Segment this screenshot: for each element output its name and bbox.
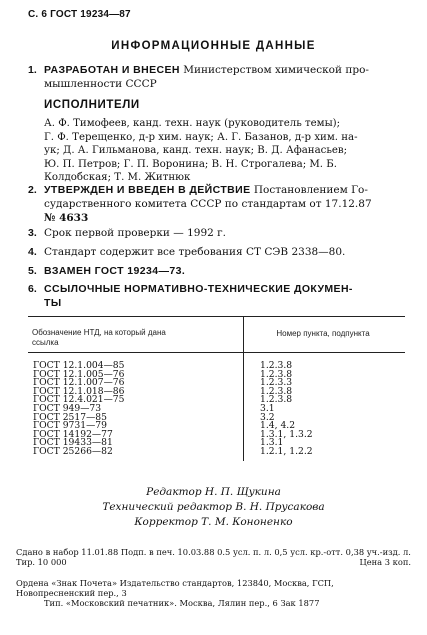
table-cell-document: ГОСТ 2517—85 (33, 411, 107, 423)
section-6-heading-line2: ТЫ (44, 297, 62, 309)
table-cell-document: ГОСТ 9731—79 (33, 420, 107, 432)
credits-proofreader: Корректор Т. М. Кононенко (134, 516, 293, 528)
table-header-document-line2: ссылка (32, 338, 59, 347)
table-cell-clause: 1.2.3.8 (260, 368, 293, 380)
table-cell-clause: 1.2.1, 1.2.2 (260, 446, 313, 457)
section-5-heading: ВЗАМЕН ГОСТ 19234—73. (44, 265, 186, 277)
table-cell-clause: 1.3.1, 1.3.2 (260, 428, 313, 440)
printer-line-1: Ордена «Знак Почета» Издательство стандартов, 123840, Москва, ГСП, Новопресненский пер., 3 (16, 578, 334, 598)
performers-line-4: Ю. П. Петров; Г. П. Воронина; В. Н. Строгалева; М. Б. (44, 158, 338, 170)
section-6-heading: ССЫЛОЧНЫЕ НОРМАТИВНО-ТЕХНИЧЕСКИЕ ДОКУМЕН- (44, 283, 353, 295)
section-2 (28, 183, 406, 225)
section-4-text: Стандарт содержит все требования СТ СЭВ 2338—80. (44, 246, 346, 258)
section-2-text: Постановлением Го- (253, 184, 368, 196)
section-6 (28, 282, 406, 310)
table-header-clause: Номер пункта, подпункта (276, 329, 370, 338)
performers-line-5: Колдобская; Т. М. Житнюк (44, 172, 191, 184)
table-column-divider (243, 317, 244, 461)
table-header-document (32, 328, 237, 348)
table-cell-clause: 1.4, 4.2 (260, 420, 296, 432)
table-cell-document: ГОСТ 19433—81 (33, 437, 113, 449)
section-6-number: 6. (28, 283, 37, 295)
table-cell-document: ГОСТ 12.1.005—76 (33, 368, 125, 380)
page-header: С. 6 ГОСТ 19234—87 (28, 9, 131, 20)
credits-editor: Редактор Н. П. Щукина (146, 486, 281, 498)
section-1-heading: РАЗРАБОТАН И ВНЕСЕН (44, 64, 180, 76)
section-2-heading: УТВЕРЖДЕН И ВВЕДЕН В ДЕЙСТВИЕ (44, 184, 251, 196)
section-1 (28, 63, 406, 91)
table-cell-document: ГОСТ 12.1.007—76 (33, 377, 125, 389)
performers-heading: ИСПОЛНИТЕЛИ (44, 99, 140, 111)
table-cell-document: ГОСТ 12.1.004—85 (33, 360, 125, 371)
page-title: ИНФОРМАЦИОННЫЕ ДАННЫЕ (111, 40, 316, 52)
table-header-row (28, 317, 405, 353)
performers-line-1: А. Ф. Тимофеев, канд. техн. наук (руководитель темы); (44, 118, 341, 129)
imprint-price: Цена 3 коп. (359, 557, 411, 567)
printer-info (16, 578, 411, 608)
table-cell-document: ГОСТ 12.4.021—75 (33, 394, 125, 406)
section-1-number: 1. (28, 64, 37, 76)
performers-list (44, 117, 406, 185)
section-2-number: 2. (28, 184, 37, 196)
table-cell-document: ГОСТ 949—73 (33, 403, 102, 414)
credits-tech-editor: Технический редактор В. Н. Прусакова (102, 501, 325, 513)
table-cell-clause: 3.1 (260, 403, 275, 414)
table-cell-clause: 1.2.3.3 (260, 377, 293, 389)
performers-line-3: ук; Д. А. Гильманова, канд. техн. наук; В. Д. Афанасьев; (44, 145, 348, 157)
table-cell-clause: 1.2.3.8 (260, 360, 293, 371)
table-cell-document: ГОСТ 14192—77 (33, 428, 113, 440)
credits (0, 485, 427, 530)
table-cell-clause: 1.2.3.8 (260, 385, 293, 397)
table-cell-clause: 3.2 (260, 411, 275, 423)
table-cell-document: ГОСТ 12.1.018—86 (33, 385, 125, 397)
section-2-text-line2: сударственного комитета СССР по стандартам от 17.12.87 (44, 198, 372, 210)
section-1-text: Министерством химической про- (183, 64, 369, 76)
section-4-number: 4. (28, 246, 37, 258)
imprint-print-run: Тир. 10 000 (16, 557, 67, 567)
section-3-number: 3. (28, 227, 37, 239)
section-3 (28, 226, 406, 240)
section-1-text-line2: мышленности СССР (44, 78, 157, 90)
table-header-document-line1: Обозначение НТД, на который дана (32, 328, 166, 337)
section-2-text-line3: № 4633 (44, 212, 89, 224)
imprint-line-1: Сдано в набор 11.01.88 Подп. в печ. 10.03.88 0.5 усл. п. л. 0,5 усл. кр.-отт. 0,38 уч.-изд. л. (16, 547, 411, 557)
table-cell-clause: 1.2.3.8 (260, 394, 293, 406)
printer-line-2: Тип. «Московский печатник». Москва, Лялин пер., 6 Зак 1877 (44, 598, 320, 608)
table-cell-clause: 1.3.1 (260, 437, 284, 449)
section-3-text: Срок первой проверки — 1992 г. (44, 227, 227, 239)
section-5-number: 5. (28, 265, 37, 277)
performers-line-2: Г. Ф. Терещенко, д-р хим. наук; А. Г. Базанов, д-р хим. на- (44, 131, 358, 143)
table-cell-document: ГОСТ 25266—82 (33, 446, 113, 457)
section-5 (28, 264, 406, 278)
reference-table (28, 316, 405, 461)
imprint (16, 547, 411, 567)
section-4 (28, 245, 406, 259)
